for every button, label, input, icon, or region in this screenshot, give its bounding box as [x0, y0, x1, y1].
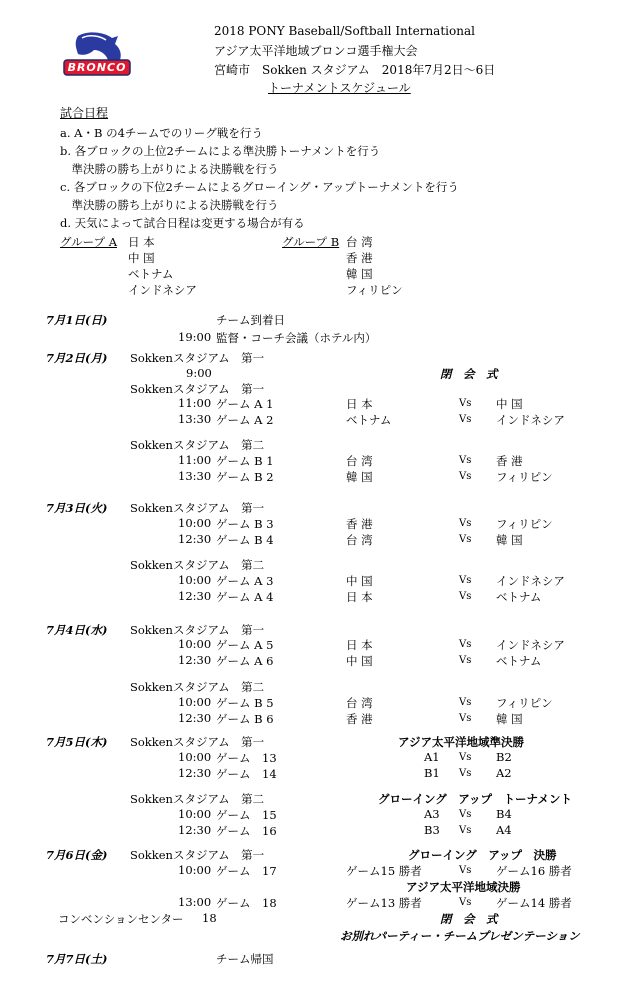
team-home: 台 湾 — [346, 533, 373, 547]
team-away: 韓 国 — [496, 533, 523, 547]
group-a-team: 日 本 — [128, 235, 155, 249]
vs-label: Vs — [459, 809, 472, 820]
round-title: アジア太平洋地域決勝 — [406, 880, 521, 894]
date-label: 7月2日(月) — [46, 351, 108, 365]
vs-label: Vs — [459, 639, 472, 650]
vs-label: Vs — [459, 534, 472, 545]
ceremony: 閉 会 式 — [440, 367, 498, 381]
team-home: A3 — [424, 807, 440, 821]
team-away: インドネシア — [496, 638, 565, 652]
team-away: ベトナム — [496, 654, 542, 668]
time: 9:00 — [186, 366, 212, 380]
game: ゲーム 14 — [216, 767, 277, 781]
game: ゲーム B 4 — [216, 533, 274, 547]
header-line3: 宮崎市 Sokken スタジアム 2018年7月2日～6日 — [214, 63, 496, 77]
venue: Sokkenスタジアム 第二 — [130, 438, 265, 452]
team-away: フィリピン — [496, 696, 553, 710]
venue: コンベンションセンター — [58, 912, 184, 926]
date-label: 7月4日(水) — [46, 623, 108, 637]
game: ゲーム 18 — [216, 896, 277, 910]
team-home: B1 — [424, 766, 440, 780]
round-title: グローイング アップ トーナメント — [378, 792, 573, 806]
team-away: インドネシア — [496, 413, 565, 427]
venue: Sokkenスタジアム 第二 — [130, 792, 265, 806]
game: ゲーム A 3 — [216, 574, 274, 588]
game: ゲーム A 4 — [216, 590, 274, 604]
bronco-logo — [60, 30, 135, 80]
game: ゲーム B 3 — [216, 517, 274, 531]
game: ゲーム B 2 — [216, 470, 274, 484]
game: ゲーム B 5 — [216, 696, 274, 710]
team-away: フィリピン — [496, 470, 553, 484]
note-b: b. 各ブロックの上位2チームによる準決勝トーナメントを行う — [60, 144, 381, 158]
team-away: ベトナム — [496, 590, 542, 604]
time: 13:00 — [178, 895, 212, 909]
venue: Sokkenスタジアム 第一 — [130, 623, 265, 637]
game: ゲーム B 6 — [216, 712, 274, 726]
group-b-team: フィリピン — [346, 283, 403, 297]
note-a: a. A・B の4チームでのリーグ戦を行う — [60, 126, 263, 140]
time: 10:00 — [178, 637, 212, 651]
time: 10:00 — [178, 573, 212, 587]
team-home: A1 — [424, 750, 440, 764]
team-away: B4 — [496, 807, 512, 821]
game: ゲーム B 1 — [216, 454, 274, 468]
team-home: 台 湾 — [346, 696, 373, 710]
venue: Sokkenスタジアム 第二 — [130, 558, 265, 572]
team-home: 日 本 — [346, 638, 373, 652]
vs-label: Vs — [459, 825, 472, 836]
vs-label: Vs — [459, 897, 472, 908]
time: 12:30 — [178, 589, 212, 603]
team-home: 日 本 — [346, 590, 373, 604]
time: 12:30 — [178, 711, 212, 725]
time: 18 — [202, 911, 217, 925]
game: ゲーム 15 — [216, 808, 277, 822]
team-home: 韓 国 — [346, 470, 373, 484]
group-a-label: グループ A — [60, 235, 118, 249]
date-label: 7月1日(日) — [46, 313, 108, 327]
team-home: 日 本 — [346, 397, 373, 411]
header-line1: 2018 PONY Baseball/Softball International — [214, 24, 475, 38]
team-home: 中 国 — [346, 574, 373, 588]
event-text: チーム帰国 — [216, 952, 274, 966]
game: ゲーム A 6 — [216, 654, 274, 668]
team-home: 香 港 — [346, 517, 373, 531]
vs-label: Vs — [459, 655, 472, 666]
time: 10:00 — [178, 695, 212, 709]
date-label: 7月3日(火) — [46, 501, 108, 515]
game: ゲーム A 1 — [216, 397, 274, 411]
group-b-team: 台 湾 — [346, 235, 373, 249]
header-line2: アジア太平洋地域ブロンコ選手権大会 — [214, 44, 418, 58]
vs-label: Vs — [459, 865, 472, 876]
date-label: 7月6日(金) — [46, 848, 108, 862]
time: 13:30 — [178, 412, 212, 426]
time: 19:00 — [178, 330, 212, 344]
team-home: 中 国 — [346, 654, 373, 668]
time: 12:30 — [178, 823, 212, 837]
time: 10:00 — [178, 750, 212, 764]
team-away: ゲーム16 勝者 — [496, 864, 572, 878]
team-away: 香 港 — [496, 454, 523, 468]
note-d: d. 天気によって試合日程は変更する場合が有る — [60, 216, 305, 230]
time: 10:00 — [178, 807, 212, 821]
team-away: B2 — [496, 750, 512, 764]
round-title: アジア太平洋地域準決勝 — [398, 735, 525, 749]
header-title: トーナメントスケジュール — [268, 81, 411, 95]
venue: Sokkenスタジアム 第一 — [130, 382, 265, 396]
event-text: チーム到着日 — [216, 313, 285, 327]
game: ゲーム 16 — [216, 824, 277, 838]
group-a-team: ベトナム — [128, 267, 174, 281]
note-b2: 準決勝の勝ち上がりによる決勝戦を行う — [60, 162, 279, 176]
game: ゲーム A 5 — [216, 638, 274, 652]
team-away: インドネシア — [496, 574, 565, 588]
vs-label: Vs — [459, 768, 472, 779]
vs-label: Vs — [459, 398, 472, 409]
vs-label: Vs — [459, 518, 472, 529]
group-b-label: グループ B — [282, 235, 340, 249]
venue: Sokkenスタジアム 第一 — [130, 848, 265, 862]
event-text: 監督・コーチ会議（ホテル内） — [216, 331, 377, 345]
party: お別れパーティー・チームプレゼンテーション — [340, 929, 580, 943]
vs-label: Vs — [459, 455, 472, 466]
time: 11:00 — [178, 396, 212, 410]
time: 12:30 — [178, 532, 212, 546]
date-label: 7月5日(木) — [46, 735, 108, 749]
team-home: B3 — [424, 823, 440, 837]
vs-label: Vs — [459, 713, 472, 724]
team-away: フィリピン — [496, 517, 553, 531]
time: 12:30 — [178, 766, 212, 780]
team-home: ゲーム13 勝者 — [346, 896, 422, 910]
note-c: c. 各ブロックの下位2チームによるグローイング・アップトーナメントを行う — [60, 180, 459, 194]
team-home: 台 湾 — [346, 454, 373, 468]
date-label: 7月7日(土) — [46, 952, 108, 966]
round-title: グローイング アップ 決勝 — [408, 848, 557, 862]
team-away: ゲーム14 勝者 — [496, 896, 572, 910]
game: ゲーム 17 — [216, 864, 277, 878]
ceremony: 閉 会 式 — [440, 912, 498, 926]
group-a-team: インドネシア — [128, 283, 197, 297]
team-home: ベトナム — [346, 413, 392, 427]
team-away: A2 — [496, 766, 512, 780]
game: ゲーム A 2 — [216, 413, 274, 427]
vs-label: Vs — [459, 591, 472, 602]
logo-text: BRONCO — [67, 61, 127, 74]
venue: Sokkenスタジアム 第一 — [130, 351, 265, 365]
time: 12:30 — [178, 653, 212, 667]
vs-label: Vs — [459, 752, 472, 763]
game: ゲーム 13 — [216, 751, 277, 765]
venue: Sokkenスタジアム 第二 — [130, 680, 265, 694]
team-away: 韓 国 — [496, 712, 523, 726]
time: 13:30 — [178, 469, 212, 483]
team-home: 香 港 — [346, 712, 373, 726]
team-away: 中 国 — [496, 397, 523, 411]
group-b-team: 香 港 — [346, 251, 373, 265]
team-away: A4 — [496, 823, 512, 837]
team-home: ゲーム15 勝者 — [346, 864, 422, 878]
venue: Sokkenスタジアム 第一 — [130, 501, 265, 515]
time: 10:00 — [178, 863, 212, 877]
vs-label: Vs — [459, 414, 472, 425]
section-title: 試合日程 — [60, 106, 109, 120]
venue: Sokkenスタジアム 第一 — [130, 735, 265, 749]
group-a-team: 中 国 — [128, 251, 155, 265]
vs-label: Vs — [459, 575, 472, 586]
time: 11:00 — [178, 453, 212, 467]
time: 10:00 — [178, 516, 212, 530]
vs-label: Vs — [459, 697, 472, 708]
group-b-team: 韓 国 — [346, 267, 373, 281]
note-c2: 準決勝の勝ち上がりによる決勝戦を行う — [60, 198, 279, 212]
vs-label: Vs — [459, 471, 472, 482]
